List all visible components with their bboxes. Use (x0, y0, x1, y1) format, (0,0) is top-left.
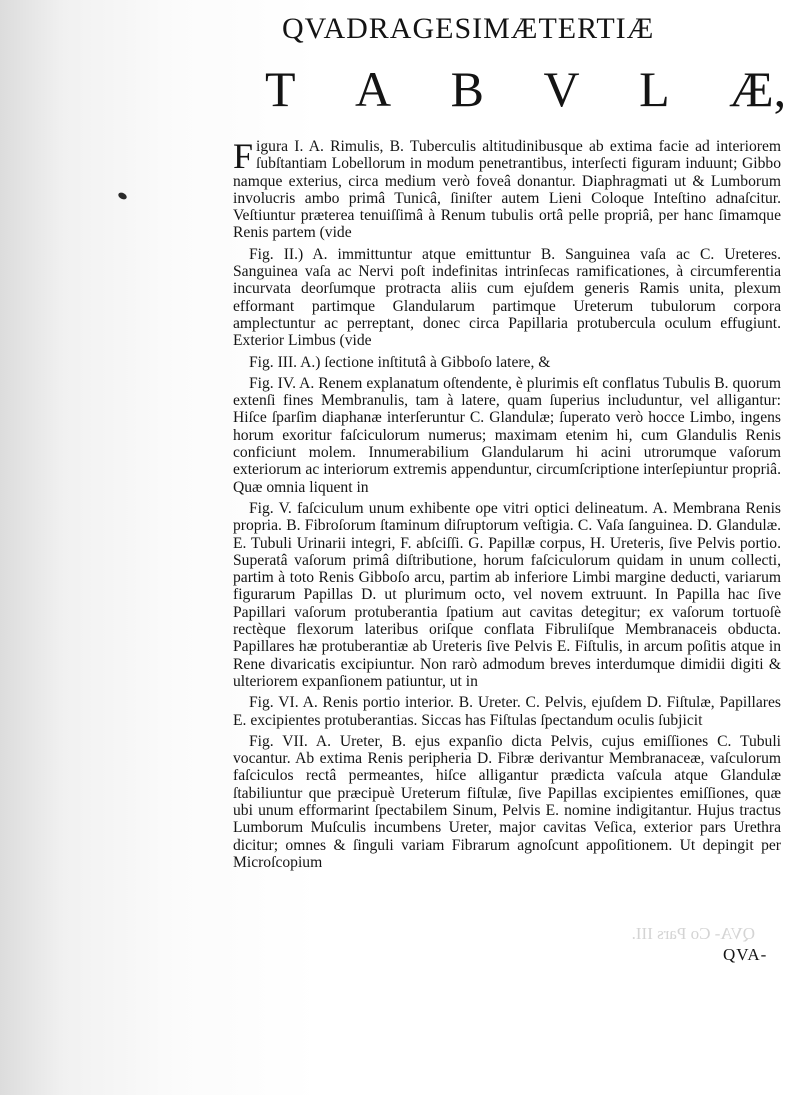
page-heading-line-1: QVADRAGESIMÆTERTIÆ (282, 12, 655, 45)
paragraph-fig-v: Fig. V. faſciculum unum exhibente ope vitri optici delineatum. A. Membrana Renis propria. B. Fibroſorum ſtaminum diſruptorum veſtigia. C. Vaſa ſanguinea. D. Glandulæ. E. Tubuli Urinarii integri, F. abſciſſi. G. Papillæ corpus, H. Ureteris, ſive Pelvis portio. Superatâ vaſorum primâ diſtributione, horum faſciculorum quidam in unum collecti, partim à toto Renis Gibboſo arcu, partim ab inferiore Limbi margine deducti, variarum figurarum Papillas D. ut plurimum octo, vel novem extruunt. In Papilla hac ſive Papillari vaſorum protuberantia ſpatium aut cavitas detegitur; ex vaſorum tortuoſè rectèque flexorum lateribus oriſque conflata Fibruliſque Membranaceis obducta. Papillares hæ protuberantiæ ab Ureteris ſive Pelvis E. Fiſtulis, in arcum poſitis atque in Rene divaricatis excipiuntur. Non rarò admodum breves interdumque dimidii digiti & ulteriorem expanſionem patiuntur, ut in (233, 499, 781, 690)
paragraph-figura-i (233, 138, 781, 242)
paragraph-fig-ii: Fig. II.) A. immittuntur atque emittuntur B. Sanguinea vaſa ac C. Ureteres. Sanguinea vaſa ac Nervi poſt indefinitas intrinſecas ramificationes, à circumferentia incurvata deorſumque protracta aliis cum ejuſdem generis Ramis unita, plexum efformant partimque Glandularum partimque Ureterum tubulorum corpora amplectuntur ac perreptant, donec circa Papillaria protubercula oculum effugiunt. Exterior Limbus (vide (233, 245, 781, 350)
catchword: QVA- (723, 945, 768, 964)
paragraph-fig-vi: Fig. VI. A. Renis portio interior. B. Ureter. C. Pelvis, ejuſdem D. Fiſtulæ, Papillares E. excipientes protuberantias. Siccas has Fiſtulas ſpectandum oculis ſubjicit (233, 694, 781, 729)
heading-letter: T (265, 61, 296, 117)
heading-letter: B (450, 61, 485, 117)
heading-letter: V (543, 61, 580, 117)
bleed-through-text: QVA- Co Pars III. (631, 924, 755, 943)
paragraph-fig-vii: Fig. VII. A. Ureter, B. ejus expanſio dicta Pelvis, cujus emiſſiones C. Tubuli vocantur. Ab extima Renis peripheria D. Fibræ derivantur Membranaceæ, vaſculorum faſciculos rectâ permeantes, hiſce alligantur prædicta vaſcula atque Glandulæ ſtabiliuntur que præcipuè Ureterum fiſtulæ, ſive Papillas excipientes emiſſiones, quæ ubi unum efformarint ſpectabilem Sinum, Pelvis E. nomine indigitantur. Hujus tractus Lumborum Muſculis incumbens Ureter, major cavitas Veſica, exterior pars Urethra dicitur; omnes & ſinguli variam Fibrarum agnoſcunt appoſitionem. Ut depingit per Microſcopium (233, 732, 781, 871)
paragraph-fig-iv: Fig. IV. A. Renem explanatum oſtendente, è plurimis eſt conflatus Tubulis B. quorum extenſi fines Membranulis, tam à latere, quam ſuperius includuntur, vel alligantur: Hiſce ſparſim diaphanæ interſeruntur C. Glandulæ; ſuperato verò hocce Limbo, ingens horum exoritur faſciculorum numerus; maximam etenim hi, cum Glandulis Renis conficiunt molem. Innumerabilium Glandularum hi acini utrorumque vaſorum exteriorum ac interiorum extremis appenduntur, circumſcriptione interſepiuntur propriâ. Quæ omnia liquent in (233, 374, 781, 496)
page-heading-line-2 (265, 60, 787, 118)
heading-letter: L (639, 61, 670, 117)
drop-cap: F (233, 136, 254, 176)
heading-letter: A (355, 61, 392, 117)
body-text (233, 138, 781, 871)
paragraph-fig-iii: Fig. III. A.) ſectione inſtitutâ à Gibboſo latere, & (249, 353, 551, 371)
paragraph-text: igura I. A. Rimulis, B. Tuberculis altitudinibusque ab extima facie ad interiorem ſubſtantiam Lobellorum in modum penetrantibus, interſecti figuram induunt; Gibbo namque exterius, circa medium verò foveâ donantur. Diaphragmati ut & Lumborum involucris ambo primâ Tunicâ, ſiniſter autem Lieni Coloque Inteſtino adnaſcitur. Veſtiuntur præterea tenuiſſimâ à Renum tubulis ortâ pelle propriâ, per hanc ſimamque Renis partem (vide (233, 138, 781, 242)
heading-letter: Æ, (729, 61, 787, 117)
